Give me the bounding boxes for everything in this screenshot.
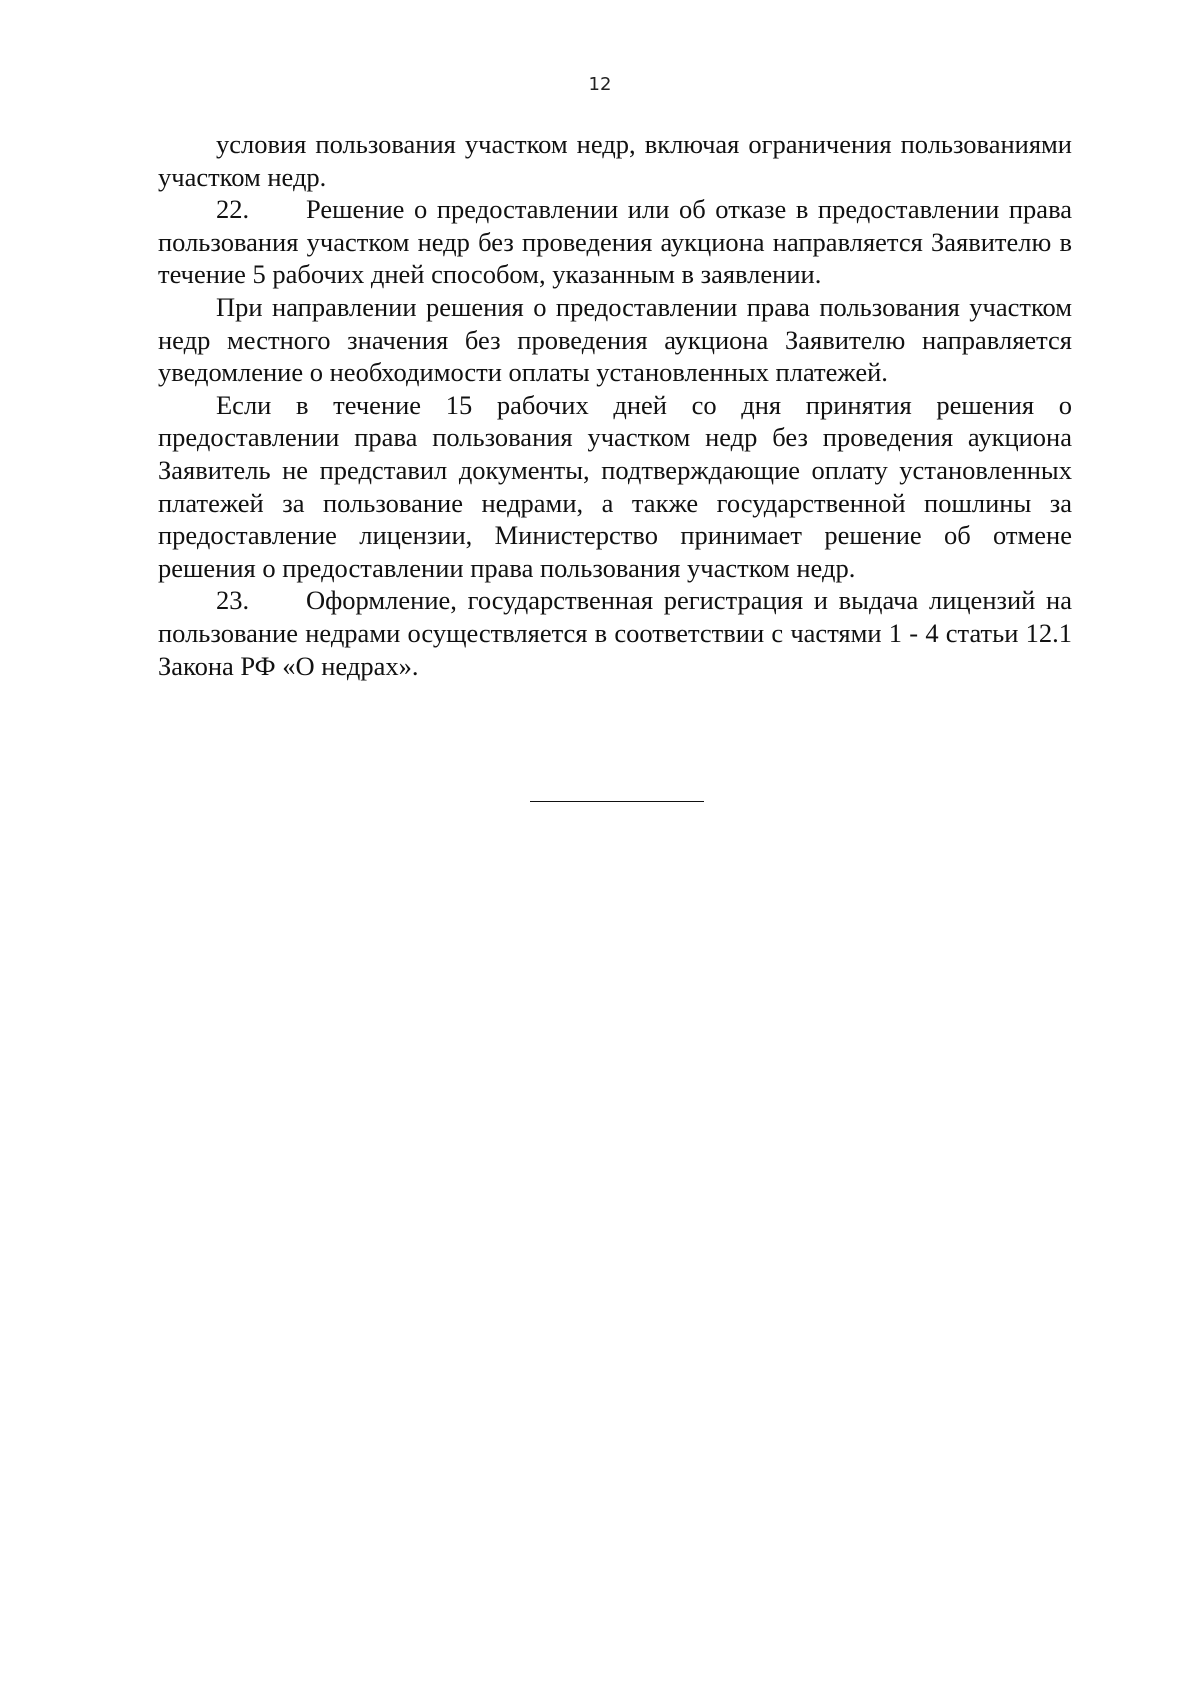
paragraph-text: условия пользования участком недр, включая ограничения пользованиями участком недр. (158, 129, 1072, 192)
paragraph-number: 22. (216, 194, 250, 225)
paragraph-22 (158, 193, 1072, 291)
paragraph-continuation (158, 128, 1072, 193)
paragraph-text: Если в течение 15 рабочих дней со дня принятия решения о предоставлении права пользования участком недр без проведения аукциона Заявитель не представил документы, подтверждающие оплату установленных платежей за пользование недрами, а также государственной пошлины за предоставление лицензии, Министерство принимает решение об отмене решения о предоставлении права пользования участком недр. (158, 389, 1072, 583)
paragraph-payment-notice (158, 291, 1072, 389)
paragraph-23 (158, 584, 1072, 682)
body-text (158, 128, 1072, 682)
paragraph-text: При направлении решения о предоставлении права пользования участком недр местного значения без проведения аукциона Заявителю направляется уведомление о необходимости оплаты установленных платежей. (158, 291, 1072, 388)
paragraph-text: Оформление, государственная регистрация и выдача лицензий на пользование недрами осуществляется в соответствии с частями 1 - 4 статьи 12.1 Закона РФ «О недрах». (158, 585, 1072, 681)
page-number: 12 (588, 74, 612, 95)
paragraph-text: Решение о предоставлении или об отказе в предоставлении права пользования участком недр без проведения аукциона направляется Заявителю в течение 5 рабочих дней способом, указанным в заявлении. (158, 194, 1072, 290)
paragraph-cancellation (158, 389, 1072, 585)
paragraph-number: 23. (216, 585, 250, 616)
end-separator-line (530, 801, 704, 802)
